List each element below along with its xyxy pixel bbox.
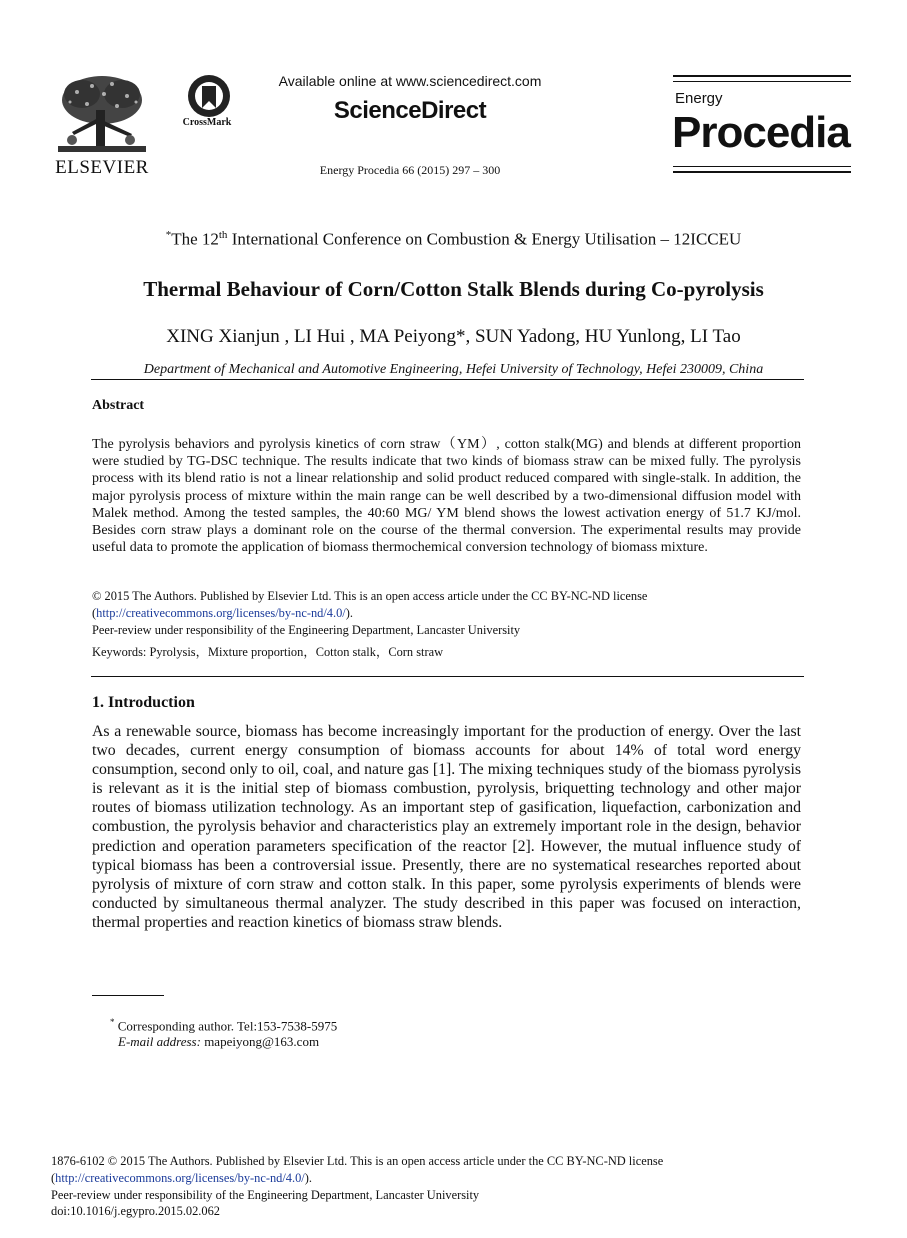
footnote-mark: * bbox=[110, 1017, 115, 1027]
keywords: Keywords: Pyrolysis，Mixture proportion，Cotton stalk，Corn straw bbox=[92, 645, 444, 659]
footer-line-2 bbox=[51, 1170, 771, 1187]
journal-reference: Energy Procedia 66 (2015) 297 – 300 bbox=[319, 163, 501, 177]
paper-title: Thermal Behaviour of Corn/Cotton Stalk Blends during Co-pyrolysis bbox=[143, 277, 764, 301]
license-line-3: Peer-review under responsibility of the Engineering Department, Lancaster University bbox=[92, 623, 521, 637]
footer-line-3: Peer-review under responsibility of the Engineering Department, Lancaster University bbox=[51, 1187, 480, 1202]
journal-rule-bottom-thin bbox=[673, 166, 851, 167]
conference-prefix: The 12 bbox=[171, 229, 219, 249]
abstract-heading: Abstract bbox=[92, 398, 145, 413]
footnote-corresponding-text: Corresponding author. Tel:153-7538-5975 bbox=[114, 1018, 338, 1034]
elsevier-wordmark: ELSEVIER bbox=[55, 157, 149, 178]
license-block bbox=[92, 588, 801, 639]
journal-logo-big: Procedia bbox=[672, 108, 850, 157]
license-paren-close: ). bbox=[345, 606, 353, 620]
license-paren-open: ( bbox=[92, 606, 97, 620]
footnote-email bbox=[118, 1034, 319, 1050]
introduction-heading: 1. Introduction bbox=[92, 694, 195, 711]
footer-line-1: 1876-6102 © 2015 The Authors. Published by Elsevier Ltd. This is an open access article under the CC BY-NC-ND license bbox=[51, 1154, 664, 1168]
license-link[interactable]: http://creativecommons.org/licenses/by-nc-nd/4.0/ bbox=[96, 606, 346, 620]
affiliation: Department of Mechanical and Automotive Engineering, Hefei University of Technology, Hefei 230009, China bbox=[143, 362, 764, 377]
journal-logo-small: Energy bbox=[675, 90, 723, 107]
journal-rule-top-thin bbox=[673, 81, 851, 82]
email-label: E-mail address: bbox=[118, 1034, 201, 1049]
affiliation-rule bbox=[91, 379, 804, 380]
license-line-1: © 2015 The Authors. Published by Elsevier Ltd. This is an open access article under the CC BY-NC-ND license bbox=[92, 589, 648, 603]
conference-line bbox=[60, 229, 847, 250]
sciencedirect-wordmark: ScienceDirect bbox=[333, 97, 487, 124]
footer-block bbox=[51, 1153, 771, 1220]
introduction-text: As a renewable source, biomass has become increasingly important for the production of energy. Over the last two decades, current energy consumption of biomass accounts for about 14% of total word energy consumption, second only to oil, coal, and nature gas [1]. The mixing techniques study of the biomass pyrolysis is relevant as it is the initial step of biomass combustion, pyrolysis, briquetting technology and other major routes of biomass utilization technology. As an important step of gasification, liquefaction, carbonization and combustion, the pyrolysis behavior and characteristics play an extremely important role in the design, behavior prediction and operation parameters specification of the reactor [2]. However, the mutual influence study of typical biomass has been a controversial issue. Presently, there are no systematical researches reported about pyrolysis of mixture of corn straw and cotton stalk. In this paper, some pyrolysis experiments of blends were conducted by simultaneous thermal analyzer. The study described in this paper was focused on interaction, thermal properties and reaction kinetics of biomass straw blends. bbox=[92, 723, 801, 931]
footer-paren-close: ). bbox=[304, 1170, 312, 1185]
footnote-corresponding bbox=[110, 1017, 337, 1034]
abstract-rule bbox=[91, 676, 804, 677]
abstract-text: The pyrolysis behaviors and pyrolysis kinetics of corn straw（YM）, cotton stalk(MG) and blends at different proportion were studied by TG-DSC technique. The results indicate that two kinds of biomass straw can be mixed fully. The pyrolysis process with its blend ratio is not a linear relationship and solid product reduced compared with single-stalk. In addition, the major pyrolysis process of mixture within the main range can be well described by a two-dimensional diffusion model with Malek method. Among the tested samples, the 40:60 MG/ YM blend shows the lowest activation energy of 51.7 KJ/mol. Besides corn straw plays a dominant role on the course of the thermal conversion. The experimental results may provide useful data to promote the application of biomass thermochemical conversion technology of biomass mixture. bbox=[92, 437, 801, 556]
conference-sup: th bbox=[218, 229, 228, 241]
footnote-rule bbox=[92, 995, 164, 996]
crossmark-label: CrossMark bbox=[182, 117, 232, 128]
footer-paren-open: ( bbox=[51, 1170, 56, 1185]
journal-rule-bottom bbox=[673, 171, 851, 173]
email-address[interactable]: mapeiyong@163.com bbox=[200, 1034, 320, 1049]
footer-license-link[interactable]: http://creativecommons.org/licenses/by-nc-nd/4.0/ bbox=[55, 1170, 305, 1185]
journal-rule-top bbox=[673, 75, 851, 77]
license-line-2 bbox=[92, 605, 801, 622]
conference-mark: * bbox=[165, 229, 172, 241]
footer-doi[interactable]: doi:10.1016/j.egypro.2015.02.062 bbox=[51, 1204, 220, 1219]
author-list: XING Xianjun , LI Hui , MA Peiyong*, SUN Yadong, HU Yunlong, LI Tao bbox=[166, 326, 741, 347]
conference-rest: International Conference on Combustion & Energy Utilisation – 12ICCEU bbox=[227, 229, 742, 249]
available-online: Available online at www.sciencedirect.com bbox=[278, 73, 542, 89]
